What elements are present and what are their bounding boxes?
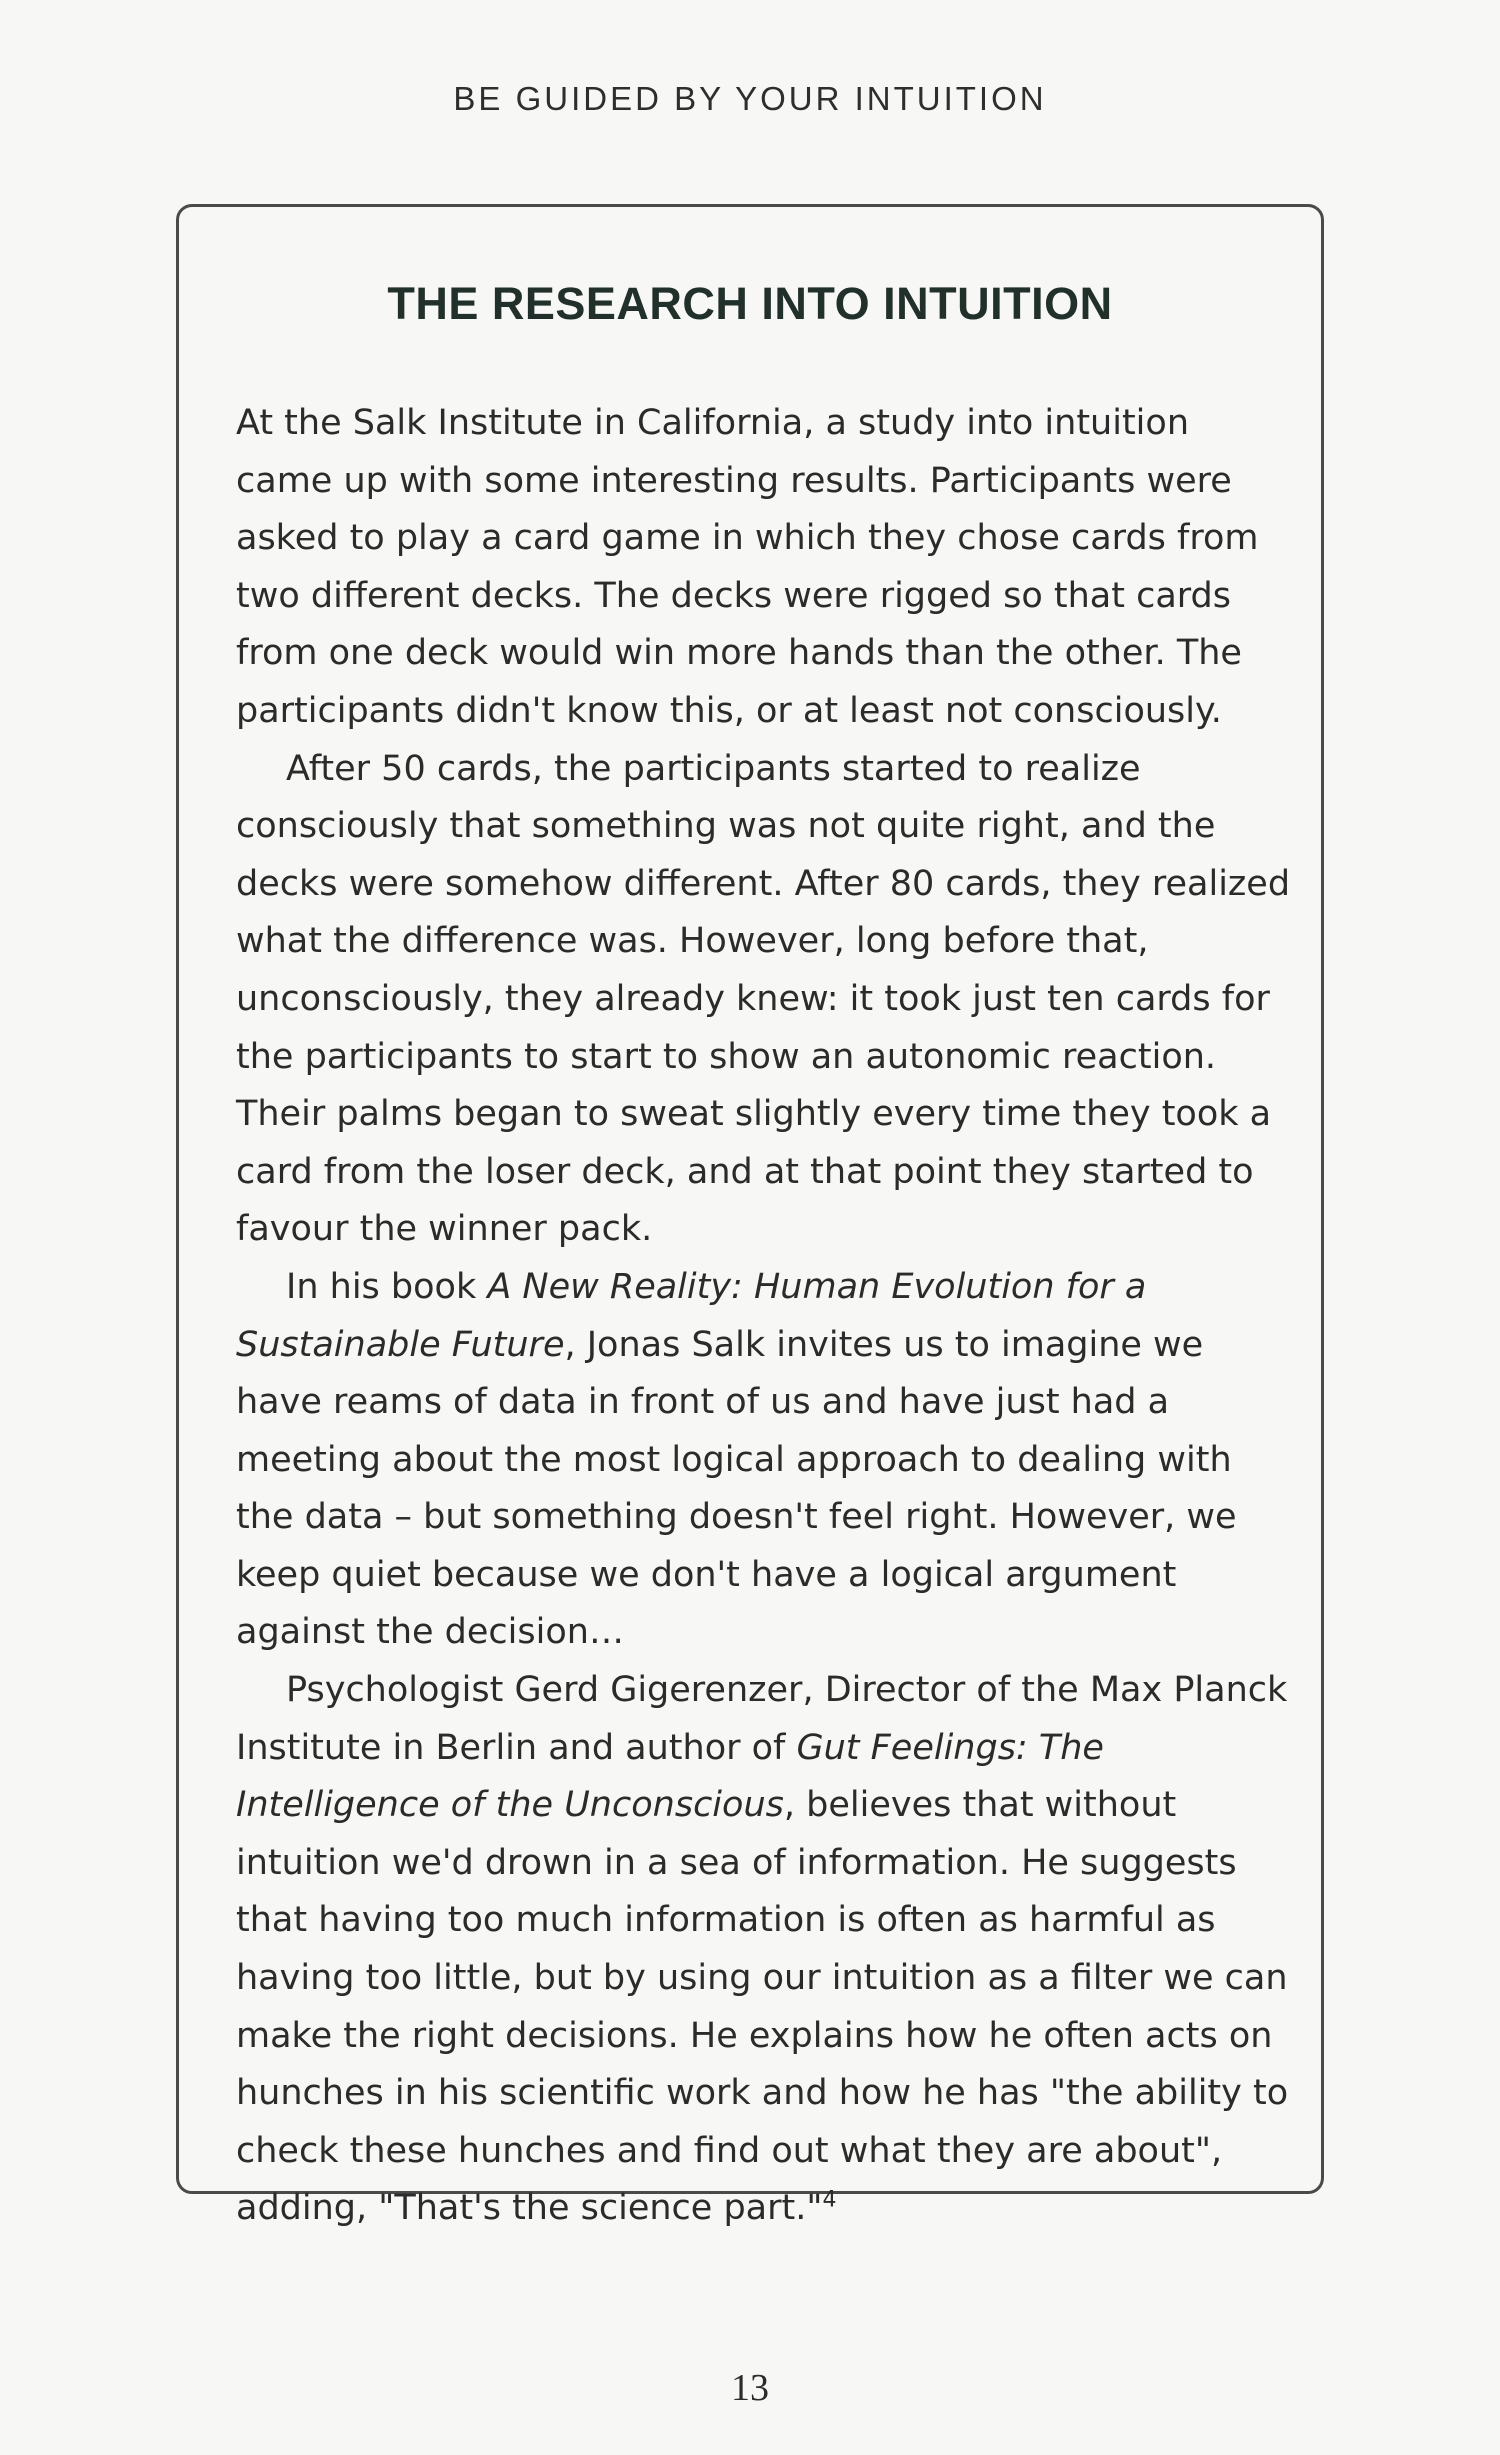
paragraph-4-before: Psychologist Gerd Gigerenzer, Director of the Max Planck Institute in Berlin and author of — [236, 1670, 1288, 1768]
box-title: THE RESEARCH INTO INTUITION — [387, 278, 1113, 329]
paragraph-3-after: , Jonas Salk invites us to imagine we have reams of data in front of us and have just had a meeting about the most logical approach to dealing with the data – but something doesn't feel right. However, we keep quiet because we don't have a logical argument against the decision… — [236, 1324, 1237, 1653]
paragraph-2: After 50 cards, the participants started to realize consciously that something was not quite right, and the decks were somehow different. After 80 cards, they realized what the difference was. However, long before that, unconsciously, they already knew: it took just ten cards for the participants to start to show an autonomic reaction. Their palms began to sweat slightly every time they took a card from the loser deck, and at that point they started to favour the winner pack. — [236, 748, 1291, 1250]
paragraph-4 — [236, 1662, 1296, 2238]
paragraph-3-before: In his book — [286, 1266, 488, 1307]
footnote-marker: 4 — [822, 2187, 837, 2213]
book-title-gut-feelings: Gut Feelings: The Intelligence of the Unconscious — [236, 1727, 1104, 1826]
running-head: BE GUIDED BY YOUR INTUITION — [453, 80, 1047, 117]
paragraph-4-after: , believes that without intuition we'd drown in a sea of information. He suggests that having too much information is often as harmful as having too little, but by using our intuition as a filter we can make the right decisions. He explains how he often acts on hunches in his scientific work and how he has "the ability to check these hunches and find out what they are about", adding, "That's the science part." — [236, 1785, 1289, 2229]
paragraph-1: At the Salk Institute in California, a study into intuition came up with some interesting results. Participants were asked to play a card game in which they chose cards from two different decks. The decks were rigged so that cards from one deck would win more hands than the other. The participants didn't know this, or at least not consciously. — [236, 403, 1259, 731]
paragraph-3 — [236, 1259, 1296, 1662]
page-number: 13 — [731, 2367, 769, 2409]
box-body — [236, 395, 1296, 2238]
book-title-new-reality: A New Reality: Human Evolution for a Sustainable Future — [236, 1266, 1147, 1365]
